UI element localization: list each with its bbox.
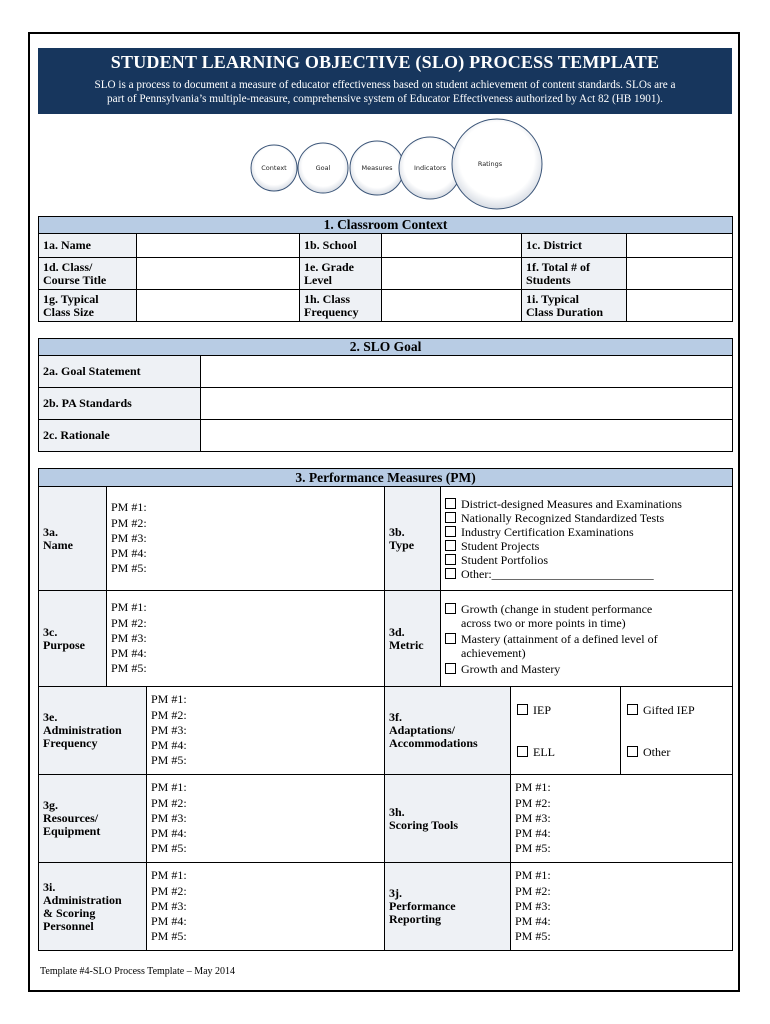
goal-statement-field[interactable] xyxy=(201,356,733,388)
checkbox[interactable] xyxy=(445,633,456,644)
adaptations-label: 3f. Adaptations/ Accommodations xyxy=(385,687,511,775)
name-label: 1a. Name xyxy=(39,234,137,258)
total-students-label: 1f. Total # of Students xyxy=(522,258,627,290)
class-course-title-label: 1d. Class/ Course Title xyxy=(39,258,137,290)
slo-goal-section xyxy=(38,338,733,452)
performance-reporting-label: 3j. Performance Reporting xyxy=(385,863,511,951)
pa-standards-field[interactable] xyxy=(201,388,733,420)
page-title: STUDENT LEARNING OBJECTIVE (SLO) PROCESS TEMPLATE xyxy=(110,52,660,72)
metric-option-mastery[interactable]: Mastery (attainment of a defined level of achievement) xyxy=(445,632,728,660)
header-description-line-1: SLO is a process to document a measure of educator effectiveness based on student achievement of content standards. SLOs are a xyxy=(94,79,676,91)
class-frequency-field[interactable] xyxy=(382,290,522,322)
goal-statement-label: 2a. Goal Statement xyxy=(39,356,201,388)
type-option-standardized[interactable]: Nationally Recognized Standardized Tests xyxy=(445,511,728,525)
total-students-field[interactable] xyxy=(627,258,733,290)
scoring-tools-field[interactable]: PM #1: PM #2: PM #3: PM #4: PM #5: xyxy=(511,775,733,863)
adaptation-gifted-iep[interactable]: Gifted IEP xyxy=(627,703,726,717)
grade-level-field[interactable] xyxy=(382,258,522,290)
diagram-step-goal: Goal xyxy=(315,164,331,172)
pm-name-field[interactable]: PM #1: PM #2: PM #3: PM #4: PM #5: xyxy=(107,487,385,591)
checkbox[interactable] xyxy=(517,746,528,757)
type-option-district[interactable]: District-designed Measures and Examinations xyxy=(445,497,728,511)
admin-frequency-field[interactable]: PM #1: PM #2: PM #3: PM #4: PM #5: xyxy=(147,687,385,775)
type-option-projects[interactable]: Student Projects xyxy=(445,539,728,553)
section-2-heading: 2. SLO Goal xyxy=(39,339,733,356)
class-size-label: 1g. Typical Class Size xyxy=(39,290,137,322)
header-description-line-2: part of Pennsylvania’s multiple-measure, comprehensive system of Educator Effectiveness authorized by Act 82 (HB 1901). xyxy=(107,93,663,105)
diagram-step-indicators: Indicators xyxy=(413,164,447,172)
performance-reporting-field[interactable]: PM #1: PM #2: PM #3: PM #4: PM #5: xyxy=(511,863,733,951)
grade-level-label: 1e. Grade Level xyxy=(300,258,382,290)
type-option-portfolios[interactable]: Student Portfolios xyxy=(445,553,728,567)
pm-metric-label: 3d. Metric xyxy=(385,591,441,687)
district-label: 1c. District xyxy=(522,234,627,258)
rationale-label: 2c. Rationale xyxy=(39,420,201,452)
checkbox[interactable] xyxy=(445,568,456,579)
district-field[interactable] xyxy=(627,234,733,258)
diagram-step-measures: Measures xyxy=(361,164,393,172)
checkbox[interactable] xyxy=(445,498,456,509)
resources-field[interactable]: PM #1: PM #2: PM #3: PM #4: PM #5: xyxy=(147,775,385,863)
class-duration-label: 1i. Typical Class Duration xyxy=(522,290,627,322)
checkbox[interactable] xyxy=(627,704,638,715)
checkbox[interactable] xyxy=(445,663,456,674)
scoring-personnel-label: 3i. Administration & Scoring Personnel xyxy=(39,863,147,951)
checkbox[interactable] xyxy=(445,526,456,537)
scoring-tools-label: 3h. Scoring Tools xyxy=(385,775,511,863)
pm-name-label: 3a. Name xyxy=(39,487,107,591)
adaptation-ell[interactable]: ELL xyxy=(517,745,614,759)
template-header xyxy=(38,48,732,114)
school-label: 1b. School xyxy=(300,234,382,258)
class-frequency-label: 1h. Class Frequency xyxy=(300,290,382,322)
pm-metric-options xyxy=(441,591,733,687)
section-1-heading: 1. Classroom Context xyxy=(39,217,733,234)
class-course-title-field[interactable] xyxy=(137,258,300,290)
performance-measures-section xyxy=(38,468,733,951)
diagram-step-context: Context xyxy=(261,164,287,172)
school-field[interactable] xyxy=(382,234,522,258)
adaptations-col-1 xyxy=(511,687,621,775)
pm-type-options xyxy=(441,487,733,591)
scoring-personnel-field[interactable]: PM #1: PM #2: PM #3: PM #4: PM #5: xyxy=(147,863,385,951)
header-description xyxy=(38,73,732,106)
section-3-heading: 3. Performance Measures (PM) xyxy=(39,469,733,487)
checkbox[interactable] xyxy=(445,512,456,523)
pa-standards-label: 2b. PA Standards xyxy=(39,388,201,420)
checkbox[interactable] xyxy=(445,603,456,614)
resources-label: 3g. Resources/ Equipment xyxy=(39,775,147,863)
class-duration-field[interactable] xyxy=(627,290,733,322)
slo-template-page xyxy=(28,32,740,992)
pm-type-label: 3b. Type xyxy=(385,487,441,591)
type-option-industry[interactable]: Industry Certification Examinations xyxy=(445,525,728,539)
diagram-step-ratings: Ratings xyxy=(477,160,503,168)
pm-purpose-label: 3c. Purpose xyxy=(39,591,107,687)
metric-option-growth-and-mastery[interactable]: Growth and Mastery xyxy=(445,662,728,676)
classroom-context-section xyxy=(38,216,733,322)
checkbox[interactable] xyxy=(627,746,638,757)
slo-process-diagram xyxy=(240,118,550,218)
metric-option-growth[interactable]: Growth (change in student performance across two or more points in time) xyxy=(445,602,728,630)
page-footer: Template #4-SLO Process Template – May 2014 xyxy=(40,966,236,977)
class-size-field[interactable] xyxy=(137,290,300,322)
checkbox[interactable] xyxy=(445,540,456,551)
adaptation-iep[interactable]: IEP xyxy=(517,703,614,717)
pm-purpose-field[interactable]: PM #1: PM #2: PM #3: PM #4: PM #5: xyxy=(107,591,385,687)
name-field[interactable] xyxy=(137,234,300,258)
admin-frequency-label: 3e. Administration Frequency xyxy=(39,687,147,775)
adaptation-other[interactable]: Other xyxy=(627,745,726,759)
checkbox[interactable] xyxy=(517,704,528,715)
checkbox[interactable] xyxy=(445,554,456,565)
rationale-field[interactable] xyxy=(201,420,733,452)
adaptations-col-2 xyxy=(621,687,733,775)
type-option-other[interactable]: Other:___________________________ xyxy=(445,567,728,581)
